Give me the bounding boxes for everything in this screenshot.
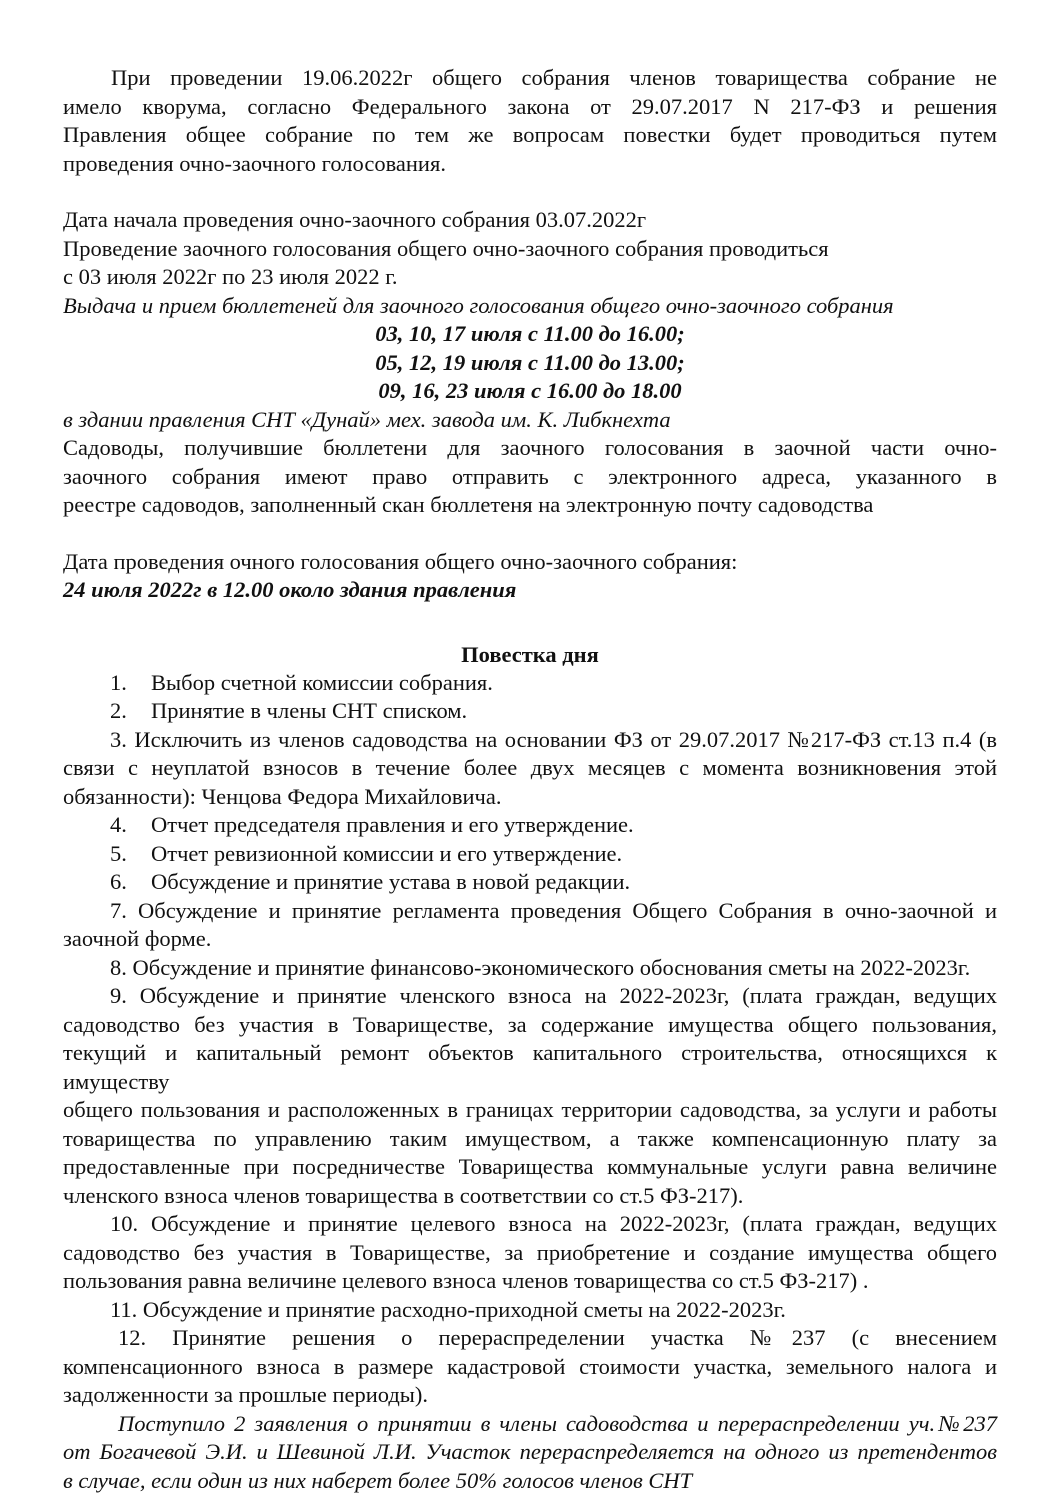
agenda-item-text: Отчет председателя правления и его утверждение. xyxy=(151,812,634,837)
agenda-line: общего пользования и расположенных в границах территории садоводства, за услуги и работы xyxy=(63,1097,997,1122)
agenda-item-text: Обсуждение и принятие устава в новой редакции. xyxy=(151,869,631,894)
schedule-line: 09, 16, 23 июля с 16.00 до 18.00 xyxy=(378,378,682,403)
agenda-line: пользования равна величине целевого взноса членов товарищества со ст.5 ФЗ-217) . xyxy=(63,1268,869,1293)
agenda-line: компенсационного взноса в размере кадастровой стоимости участка, земельного налога и xyxy=(63,1353,997,1379)
schedule-line: 05, 12, 19 июля с 11.00 до 13.00; xyxy=(375,349,685,375)
agenda-line: обязанности): Ченцова Федора Михайловича. xyxy=(63,783,502,809)
agenda-line: садоводство без участия в Товариществе, за приобретение и создание имущества общего xyxy=(63,1239,997,1265)
agenda-item-text: Отчет ревизионной комиссии и его утверждение. xyxy=(151,840,623,866)
agenda-item-5 xyxy=(63,840,997,869)
note-line: от Богачевой Э.И. и Шевиной Л.И. Участок перераспределяется на одного из претендентов xyxy=(63,1439,997,1464)
agenda-title: Повестка дня xyxy=(461,641,599,667)
email-line: реестре садоводов, заполненный скан бюллетеня на электронную почту садоводства xyxy=(63,492,874,517)
applications-note xyxy=(63,1410,997,1496)
intro-line: При проведении 19.06.2022г общего собрания членов товарищества собрание не xyxy=(111,65,997,90)
ballot-issue-line: Выдача и прием бюллетеней для заочного голосования общего очно-заочного собрания xyxy=(63,292,894,318)
agenda-line: членского взноса членов товарищества в соответствии со ст.5 ФЗ-217). xyxy=(63,1182,744,1208)
agenda-line: 12. Принятие решения о перераспределении участка №237 (с внесением xyxy=(118,1325,997,1350)
agenda-item-number: 4. xyxy=(110,812,127,837)
agenda-item-1 xyxy=(63,669,997,698)
agenda-item-2 xyxy=(63,697,997,726)
agenda-item-11: 11. Обсуждение и принятие расходно-приходной сметы на 2022-2023г. xyxy=(110,1296,786,1322)
agenda-item-number: 5. xyxy=(110,840,127,866)
agenda-line: связи с неуплатой взносов в течение более двух месяцев с момента возникновения этой xyxy=(63,755,997,780)
agenda-item-number: 6. xyxy=(110,869,127,894)
agenda-item-text: Выбор счетной комиссии собрания. xyxy=(151,669,493,695)
absentee-period-line: Проведение заочного голосования общего очно-заочного собрания проводиться xyxy=(63,235,829,261)
intro-line: Правления общее собрание по тем же вопросам повестки будет проводиться путем xyxy=(63,122,997,147)
absentee-period-dates: с 03 июля 2022г по 23 июля 2022 г. xyxy=(63,264,398,289)
agenda-line: текущий и капитальный ремонт объектов капитального строительства, относящихся к имуществу xyxy=(63,1040,997,1094)
document-page xyxy=(63,64,997,1495)
agenda-item-text: Принятие в члены СНТ списком. xyxy=(151,698,468,723)
intro-line: проведения очно-заочного голосования. xyxy=(63,150,446,176)
start-date-line: Дата начала проведения очно-заочного собрания 03.07.2022г xyxy=(63,207,647,232)
agenda-line: задолженности за прошлые периоды). xyxy=(63,1382,429,1407)
note-line: Поступило 2 заявления о принятии в члены садоводства и перераспределении уч.№237 xyxy=(118,1410,997,1436)
schedule-line: 03, 10, 17 июля с 11.00 до 16.00; xyxy=(375,321,685,346)
agenda-line: товарищества по управлению таким имуществом, а также компенсационную плату за xyxy=(63,1125,997,1151)
agenda-line: заочной форме. xyxy=(63,926,212,951)
email-line: Садоводы, получившие бюллетени для заочного голосования в заочной части очно- xyxy=(63,435,997,460)
agenda-item-4 xyxy=(63,811,997,840)
intro-paragraph xyxy=(63,64,997,178)
inperson-label: Дата проведения очного голосования общего очно-заочного собрания: xyxy=(63,548,738,574)
agenda-line: 7. Обсуждение и принятие регламента проведения Общего Собрания в очно-заочной и xyxy=(110,897,997,923)
email-paragraph xyxy=(63,434,997,520)
agenda-item-10 xyxy=(63,1210,997,1296)
agenda-line: 3. Исключить из членов садоводства на основании ФЗ от 29.07.2017 №217-ФЗ ст.13 п.4 (в xyxy=(110,726,997,752)
agenda-item-7 xyxy=(63,897,997,954)
inperson-value: 24 июля 2022г в 12.00 около здания правления xyxy=(63,577,517,602)
agenda-line: 10. Обсуждение и принятие целевого взноса на 2022-2023г, (плата граждан, ведущих xyxy=(110,1211,997,1236)
agenda-item-number: 1. xyxy=(110,669,127,695)
agenda-item-number: 2. xyxy=(110,698,127,723)
agenda-item-9 xyxy=(63,982,997,1210)
agenda-item-8: 8. Обсуждение и принятие финансово-экономического обоснования сметы на 2022-2023г. xyxy=(110,954,971,980)
agenda-item-6 xyxy=(63,868,997,897)
intro-line: имело кворума, согласно Федерального закона от 29.07.2017 N 217-ФЗ и решения xyxy=(63,93,997,119)
agenda-item-3 xyxy=(63,726,997,812)
agenda-line: садоводство без участия в Товариществе, за содержание имущества общего пользования, xyxy=(63,1011,997,1037)
note-line: в случае, если один из них наберет более 50% голосов членов СНТ xyxy=(63,1467,693,1493)
agenda-item-12 xyxy=(63,1324,997,1410)
agenda-line: 9. Обсуждение и принятие членского взноса на 2022-2023г, (плата граждан, ведущих xyxy=(110,983,997,1008)
agenda-line: предоставленные при посредничестве Товарищества коммунальные услуги равна величине xyxy=(63,1154,997,1179)
location-line: в здании правления СНТ «Дунай» мех. завода им. К. Либкнехта xyxy=(63,406,671,432)
email-line: заочного собрания имеют право отправить с электронного адреса, указанного в xyxy=(63,463,997,489)
